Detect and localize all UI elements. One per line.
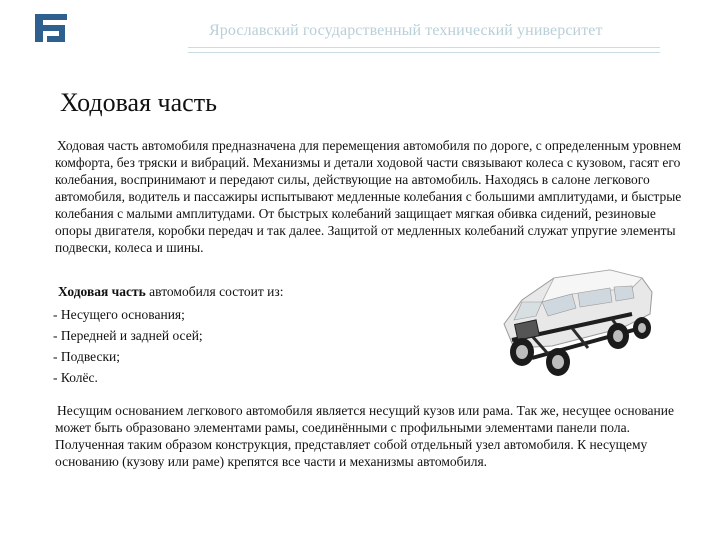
components-list bbox=[53, 283, 473, 390]
ystu-logo-icon bbox=[35, 14, 67, 42]
header-rule-bottom bbox=[188, 52, 660, 53]
list-item: - Передней и задней осей; bbox=[53, 328, 203, 343]
list-intro-bold: Ходовая часть bbox=[58, 284, 146, 299]
car-chassis-illustration-icon bbox=[492, 262, 657, 380]
slide-title: Ходовая часть bbox=[60, 88, 217, 117]
frame-paragraph: Несущим основанием легкового автомобиля является несущий кузов или рама. Так же, несущее основание может быть образовано элементами рамы, соединёнными с профильными элементами панели пола. Полученная таким образом конструкция, представляет собой отдельный узел автомобиля. К несущему основанию (кузову или раме) крепятся все части и механизмы автомобиля. bbox=[55, 403, 674, 469]
list-intro bbox=[58, 283, 473, 300]
header-rule-top bbox=[188, 47, 660, 48]
list-intro-rest: автомобиля состоит из: bbox=[145, 284, 284, 299]
university-name: Ярославский государственный технический университет bbox=[209, 22, 603, 39]
list-item: - Колёс. bbox=[53, 370, 98, 385]
intro-paragraph: Ходовая часть автомобиля предназначена для перемещения автомобиля по дороге, с определенным уровнем комфорта, без тряски и вибраций. Механизмы и детали ходовой части связывают колеса с кузовом, гасят его колебания, воспринимают и передают силы, действующие на автомобиль. Находясь в салоне легкового автомобиля, водитель и пассажиры испытывают медленные колебания с большими амплитудами, и быстрые колебания с малыми амплитудами. От быстрых колебаний защищает мягкая обивка сидений, резиновые опоры двигателя, коробки передач и так далее. Защитой от медленных колебаний служат упругие элементы подвески, колеса и шины. bbox=[55, 138, 682, 255]
list-item: - Несущего основания; bbox=[53, 307, 185, 322]
list-item: - Подвески; bbox=[53, 349, 120, 364]
